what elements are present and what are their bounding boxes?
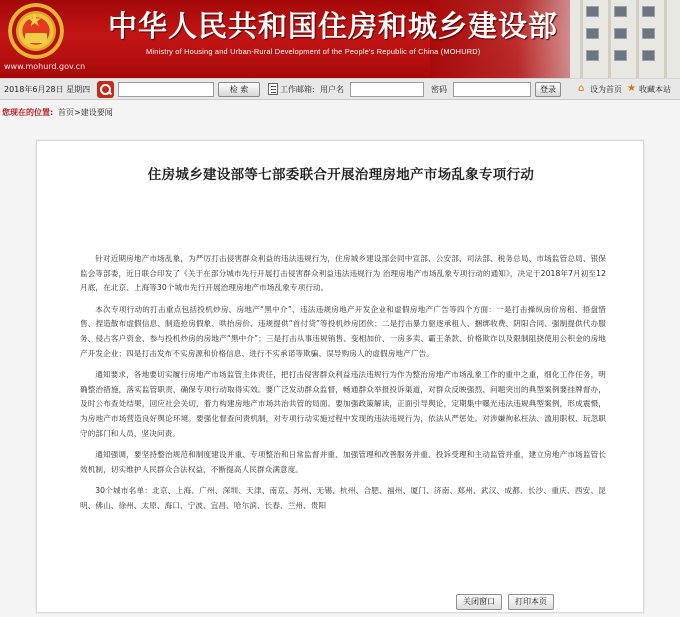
site-banner xyxy=(0,0,680,78)
building-window xyxy=(642,28,655,39)
mailbox-icon xyxy=(268,83,278,95)
workspace-label: 工作邮箱: xyxy=(280,85,315,94)
breadcrumb-label: 您现在的位置: xyxy=(2,108,54,117)
gate-icon xyxy=(25,33,47,43)
building-window xyxy=(586,50,599,61)
article-paragraph: 本次专项行动的打击重点包括投机炒房、房地产“黑中介”、违法违规房地产开发企业和虚假房地产广告等四个方面：一是打击操纵房价房租、捂盘惜售、捏造散布虚假信息、制造抢房假象、哄抬房价、违规提供“首付贷”等投机炒房团伙；二是打击暴力驱逐承租人、捆绑收费、阴阳合同、强制提供代办服务、侵占客户资金、参与投机炒房的房地产“黑中介”；三是打击从事违规销售、变相加价、一房多卖、霸王条款、价格欺诈以及限制阻挠使用公积金的房地产开发企业；四是打击发布不实房源和价格信息、进行不实承诺等欺骗、误导购房人的虚假房地产广告。 xyxy=(80,304,606,358)
building-window xyxy=(614,50,627,61)
building-column xyxy=(664,0,667,78)
article-paragraph: 30个城市名单：北京、上海、广州、深圳、天津、南京、苏州、无锡、杭州、合肥、福州、厦门、济南、郑州、武汉、成都、长沙、重庆、西安、昆明、佛山、徐州、太原、海口、宁波、宜昌、哈尔滨、长春、兰州、贵阳 xyxy=(80,486,606,510)
search-icon[interactable] xyxy=(97,81,114,98)
search-button[interactable]: 检 索 xyxy=(218,82,260,97)
breadcrumb-path[interactable]: 首页>建设要闻 xyxy=(58,108,113,117)
article-body xyxy=(80,252,606,521)
national-emblem-icon xyxy=(8,3,64,59)
login-bar xyxy=(0,78,680,100)
password-label: 密码 xyxy=(431,85,447,94)
building-window xyxy=(642,50,655,61)
login-button[interactable]: 登录 xyxy=(535,82,561,97)
article-paragraph: 通知要求，各地要切实履行房地产市场监管主体责任，把打击侵害群众利益违法违规行为作为整治房地产市场乱象工作的重中之重，细化工作任务，明确整治措施，落实监管职责，确保专项行动取得实效。要广泛发动群众监督，畅通群众举报投诉渠道，对群众反映强烈、问题突出的典型案例要挂牌督办，及时公布查处结果，回应社会关切，着力构建房地产市场共治共管的局面。要加强政策解读，正面引导舆论，定期集中曝光违法违规典型案例，形成震慑，为房地产市场营造良好舆论环境。要强化督查问责机制，对专项行动实施过程中发现的违法违规行为，依法从严惩处。对涉嫌徇私枉法、滥用职权、玩忽职守的部门和人员，坚决问责。 xyxy=(80,370,606,438)
search-input[interactable] xyxy=(118,82,214,97)
password-input[interactable] xyxy=(453,82,531,97)
article-title: 住房城乡建设部等七部委联合开展治理房地产市场乱象专项行动 xyxy=(147,167,535,183)
home-icon: ⌂ xyxy=(578,83,585,94)
building-window xyxy=(642,6,655,17)
article-paragraph: 针对近期房地产市场乱象，为严厉打击侵害群众利益的违法违规行为，住房城乡建设部会同中宣部、公安部、司法部、税务总局、市场监管总局、银保监会等部委，近日联合印发了《关于在部分城市先行开展打击侵害群众利益违法违规行为 治理房地产市场乱象专项行动的通知》，决定于2018年7月初至12月底，在北京、上海等30个城市先行开展治理房地产市场乱象专项行动。 xyxy=(80,254,606,293)
username-label: 用户名 xyxy=(320,85,344,94)
building-window xyxy=(614,28,627,39)
breadcrumb xyxy=(0,100,680,128)
username-input[interactable] xyxy=(350,82,424,97)
favorite-link[interactable]: 收藏本站 xyxy=(639,85,671,94)
site-url: www.mohurd.gov.cn xyxy=(4,62,86,71)
star-icon: ★ xyxy=(27,11,43,31)
site-subtitle: Ministry of Housing and Urban-Rural Development of the People's Republic of China (MOHURD) xyxy=(146,47,481,56)
site-title: 中华人民共和国住房和城乡建设部 xyxy=(108,9,559,43)
building-column xyxy=(636,0,639,78)
building-column xyxy=(608,0,611,78)
current-date: 2018年6月28日 星期四 xyxy=(4,85,91,94)
set-home-link[interactable]: 设为首页 xyxy=(590,85,622,94)
article-panel xyxy=(36,140,644,613)
building-window xyxy=(614,6,627,17)
print-page-button[interactable]: 打印本页 xyxy=(508,594,554,610)
article-paragraph: 通知强调，要坚持整治规范和制度建设并重、专项整治和日常监督并重、加强管理和改善服务并重、投诉受理和主动监管并重，建立房地产市场监管长效机制，切实维护人民群众合法权益，不断提高人民群众满意度。 xyxy=(80,450,606,474)
close-window-button[interactable]: 关闭窗口 xyxy=(456,594,502,610)
star-icon: ★ xyxy=(627,83,636,94)
